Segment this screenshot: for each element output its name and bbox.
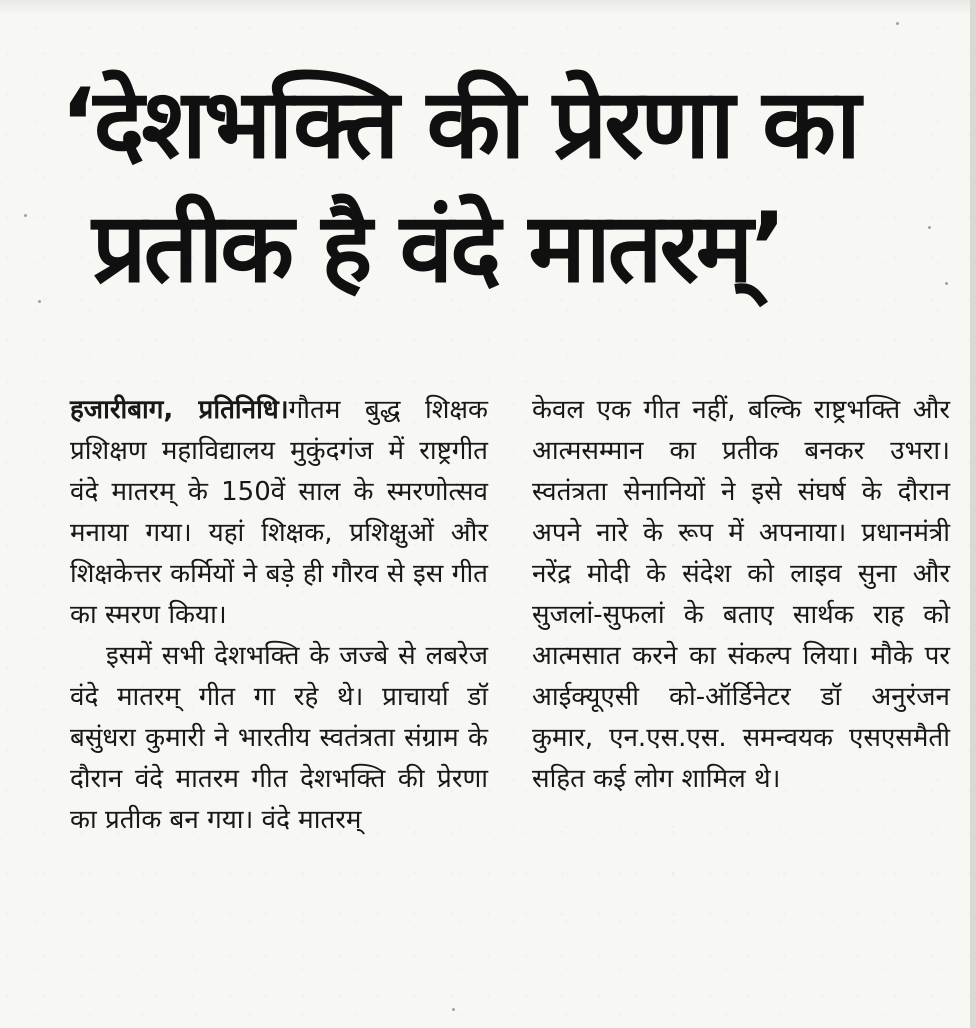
body-column-left — [70, 390, 488, 841]
headline-line-1: ‘देशभक्ति की प्रेरणा का — [60, 68, 858, 180]
print-speck — [452, 1008, 455, 1011]
article-body — [70, 390, 950, 841]
print-speck — [896, 22, 899, 25]
print-speck — [24, 214, 27, 217]
print-speck — [38, 300, 41, 303]
dateline: हजारीबाग, प्रतिनिधि। — [70, 395, 289, 425]
body-paragraph — [70, 390, 488, 636]
clipping-top-edge — [0, 0, 976, 14]
body-column-right — [532, 390, 950, 841]
body-paragraph: इसमें सभी देशभक्ति के जज्बे से लबरेज वंदे मातरम् गीत गा रहे थे। प्राचार्या डॉ बसुंधरा कुमारी ने भारतीय स्वतंत्रता संग्राम के दौरान वंदे मातरम गीत देशभक्ति की प्रेरणा का प्रतीक बन गया। वंदे मातरम् — [70, 641, 488, 835]
body-text: गौतम बुद्ध शिक्षक प्रशिक्षण महाविद्यालय मुकुंदगंज में राष्ट्रगीत वंदे मातरम् के 150वें साल के स्मरणोत्सव मनाया गया। यहां शिक्षक, प्रशिक्षुओं और शिक्षकेत्तर कर्मियों ने बड़े ही गौरव से इस गीत का स्मरण किया। — [70, 395, 488, 630]
headline-line-2: प्रतीक है वंदे मातरम्’ — [92, 192, 784, 304]
article-headline — [60, 62, 960, 310]
body-paragraph: केवल एक गीत नहीं, बल्कि राष्ट्रभक्ति और आत्मसम्मान का प्रतीक बनकर उभरा। स्वतंत्रता सेनानियों ने इसे संघर्ष के दौरान अपने नारे के रूप में अपनाया। प्रधानमंत्री नरेंद्र मोदी के संदेश को लाइव सुना और सुजलां-सुफलां के बताए सार्थक राह को आत्मसात करने का संकल्प लिया। मौके पर आईक्यूएसी को-ऑर्डिनेटर डॉ अनुरंजन कुमार, एन.एस.एस. समन्वयक एसएसमैती सहित कई लोग शामिल थे। — [532, 395, 950, 794]
clipping-right-edge — [970, 0, 976, 1028]
